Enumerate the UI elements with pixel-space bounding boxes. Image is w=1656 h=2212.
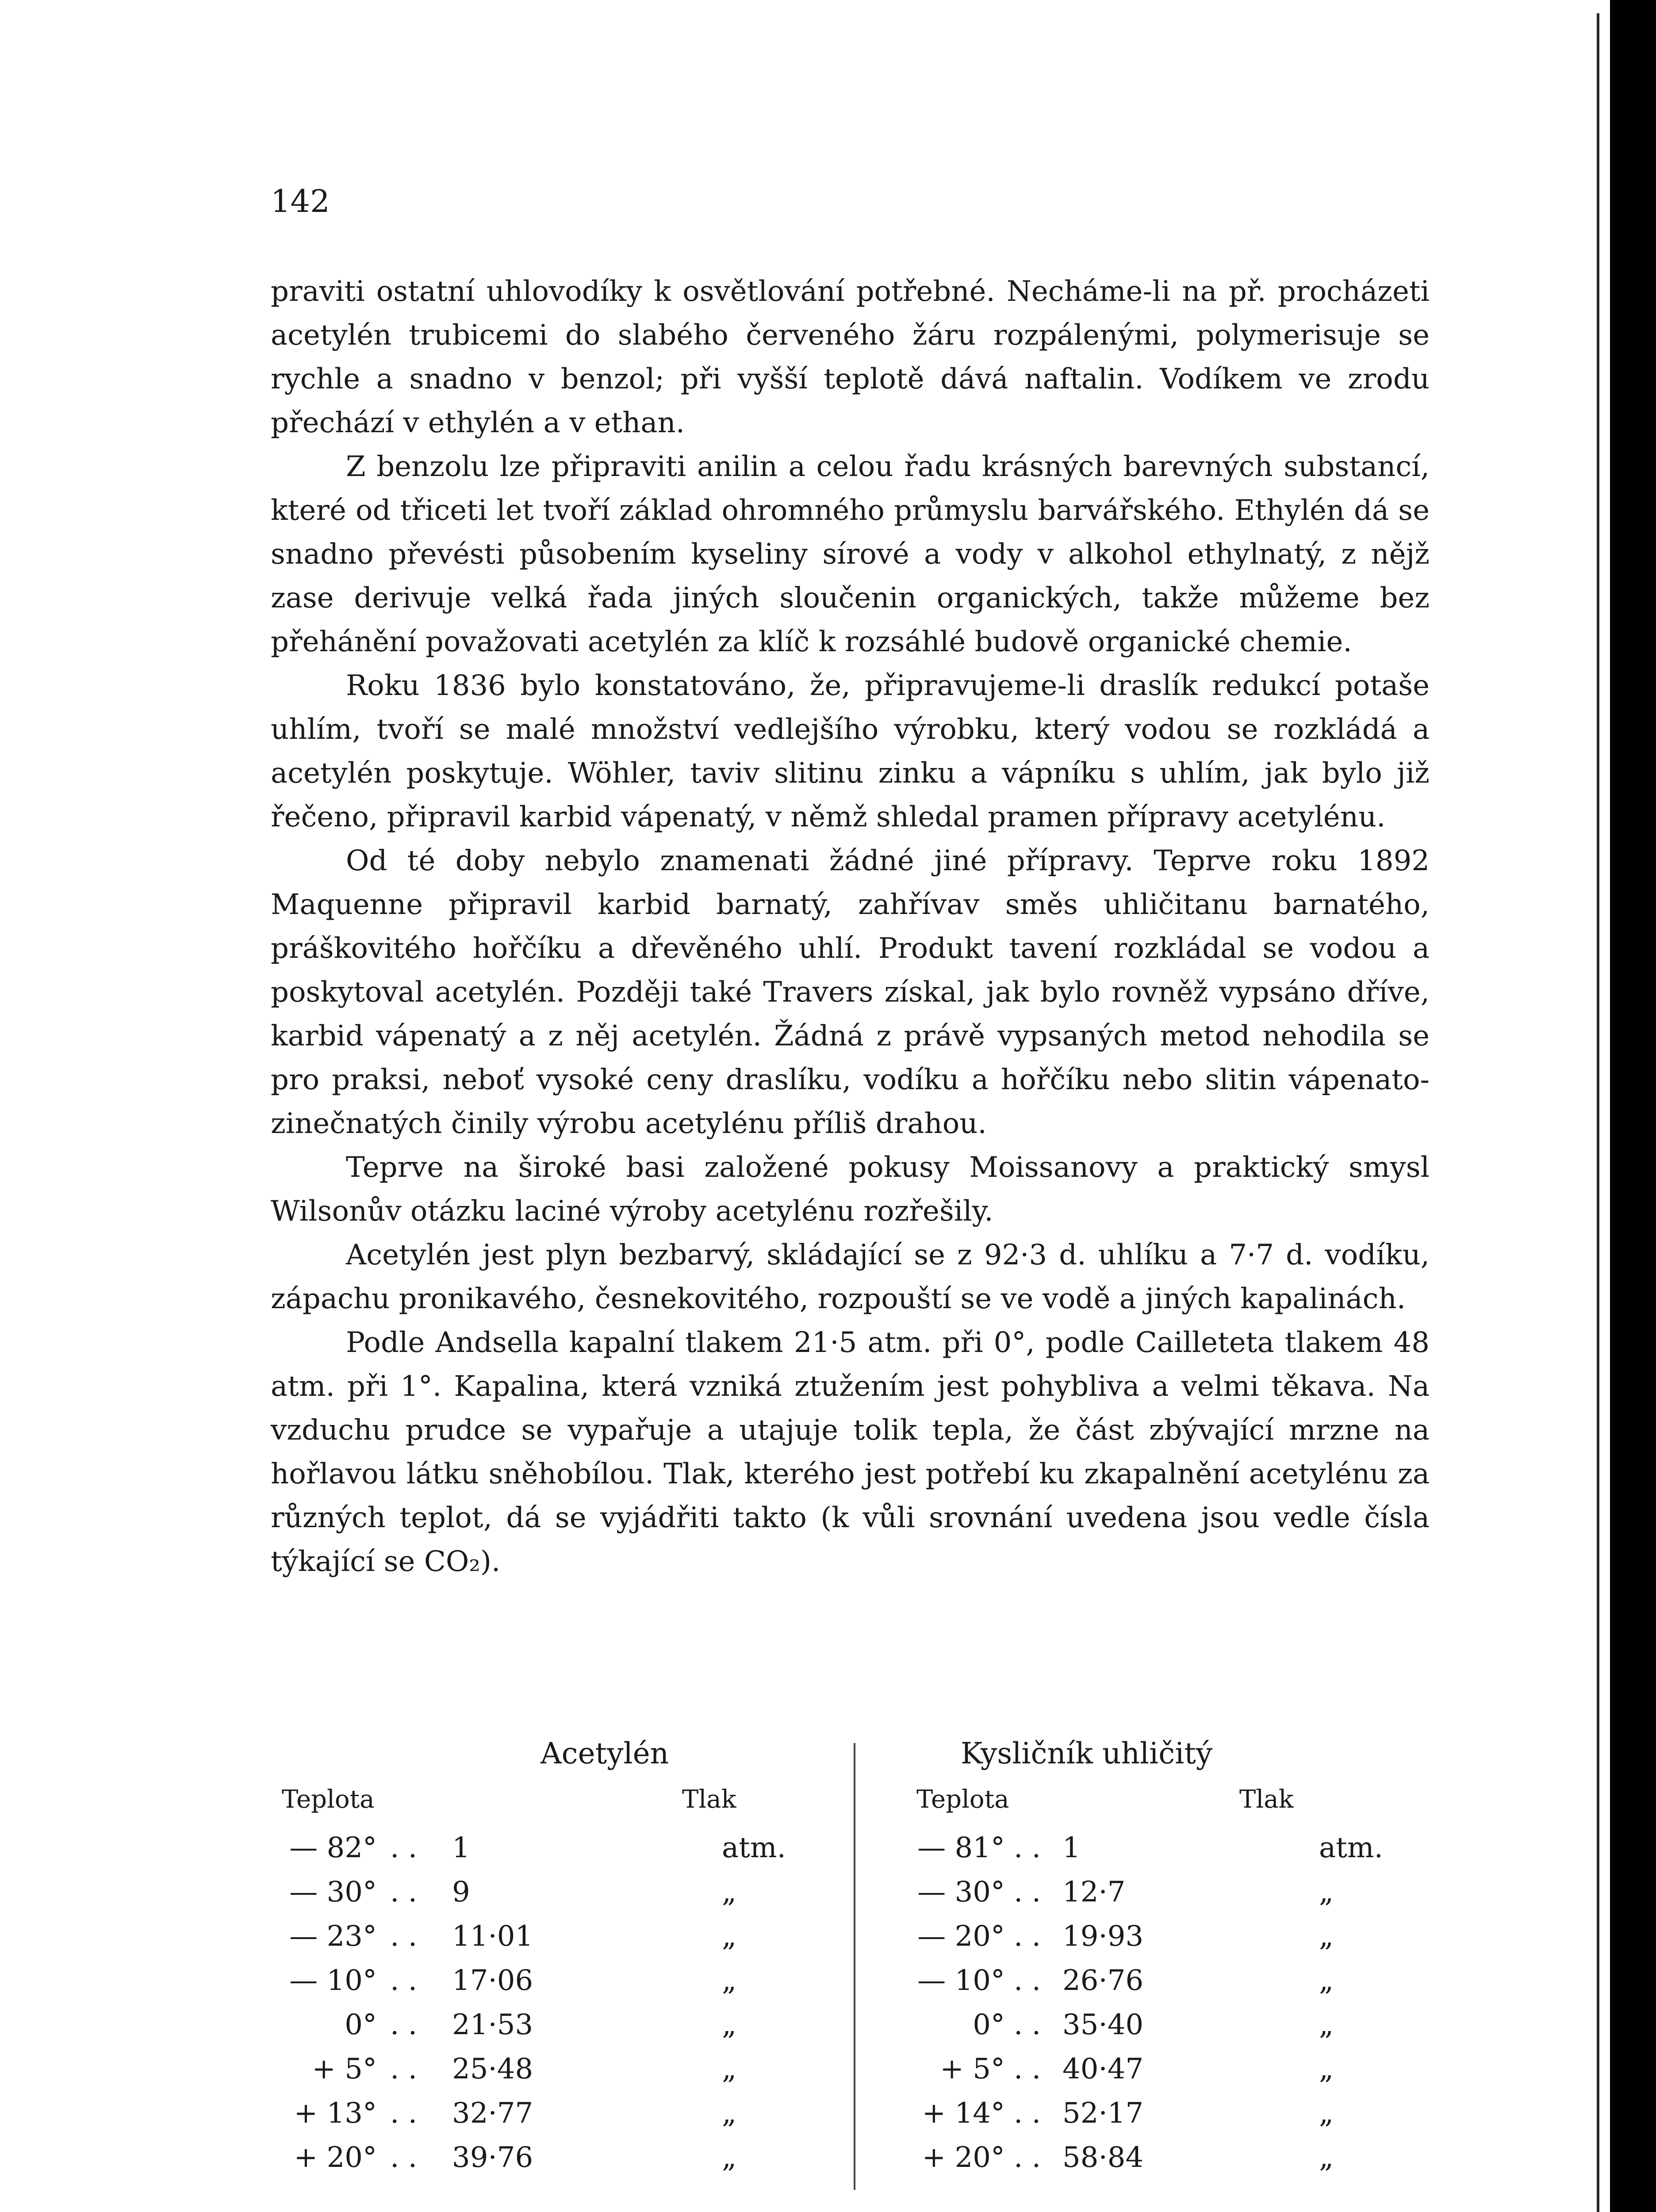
unit-cell: „ <box>1319 2053 1334 2085</box>
leader-dots: . . <box>1014 1876 1041 1909</box>
pressure-cell: 9 <box>452 1876 470 1909</box>
pressure-cell: 26·76 <box>1062 1964 1144 1997</box>
table-row <box>890 1832 1430 1876</box>
temperature-cell: 0° <box>345 2008 377 2041</box>
temperature-cell: 0° <box>973 2008 1005 2041</box>
pressure-cell: 1 <box>452 1832 470 1864</box>
acetylene-col-temperature: Teplota <box>282 1785 375 1814</box>
unit-cell: „ <box>1319 2097 1334 2130</box>
unit-cell: „ <box>1319 1876 1334 1909</box>
temperature-cell: — 82° <box>289 1832 377 1864</box>
leader-dots: . . <box>390 1964 418 1997</box>
paragraph: Acetylén jest plyn bezbarvý, skládající se z 92·3 d. uhlíku a 7·7 d. vodíku, zápachu pronikavého, česnekovitého, rozpouští se ve vodě a jiných kapalinách. <box>271 1239 1430 1315</box>
co2-col-pressure: Tlak <box>1239 1785 1294 1814</box>
table-row <box>890 2141 1430 2185</box>
unit-cell: atm. <box>1319 1832 1383 1864</box>
pressure-cell: 40·47 <box>1062 2053 1144 2085</box>
table-row <box>271 2141 828 2185</box>
temperature-cell: — 10° <box>289 1964 377 1997</box>
temperature-cell: + 20° <box>922 2141 1005 2174</box>
leader-dots: . . <box>1014 1832 1041 1864</box>
leader-dots: . . <box>1014 1964 1041 1997</box>
unit-cell: atm. <box>722 1832 786 1864</box>
unit-cell: „ <box>722 1876 737 1909</box>
body-text <box>271 270 1430 1584</box>
paragraph: praviti ostatní uhlovodíky k osvětlování potřebné. Necháme-li na př. procházeti acetylén trubicemi do slabého červeného žáru rozpálenými, polymerisuje se rychle a snadno v benzol; při vyšší teplotě dává naftalin. Vodíkem ve zrodu přechází v ethylén a v ethan. <box>271 275 1430 439</box>
leader-dots: . . <box>390 2008 418 2041</box>
table-row <box>271 1964 828 2008</box>
pressure-cell: 12·7 <box>1062 1876 1126 1909</box>
unit-cell: „ <box>722 2008 737 2041</box>
unit-cell: „ <box>722 1964 737 1997</box>
leader-dots: . . <box>1014 2008 1041 2041</box>
pressure-cell: 32·77 <box>452 2097 533 2130</box>
page-edge-line <box>1597 13 1599 2212</box>
pressure-cell: 25·48 <box>452 2053 533 2085</box>
scan-border <box>1610 0 1656 2212</box>
paragraph: Roku 1836 bylo konstatováno, že, připravujeme-li draslík redukcí potaše uhlím, tvoří se malé množství vedlejšího výrobku, který vodou se rozkládá a acetylén poskytuje. Wöhler, taviv slitinu zinku a vápníku s uhlím, jak bylo již řečeno, připravil karbid vápenatý, v němž shledal pramen přípravy acetylénu. <box>271 669 1430 833</box>
paragraph: Podle Andsella kapalní tlakem 21·5 atm. při 0°, podle Cailleteta tlakem 48 atm. při 1°. Kapalina, která vzniká ztužením jest pohybliva a velmi těkava. Na vzduchu prudce se vypařuje a utajuje tolik tepla, že část zbývající mrzne na hořlavou látku sněhobílou. Tlak, kterého jest potřebí ku zkapalnění acetylénu za různých teplot, dá se vyjádřiti takto (k vůli srovnání uvedena jsou vedle čísla týkající se CO₂). <box>271 1326 1430 1578</box>
temperature-cell: + 13° <box>294 2097 377 2130</box>
pressure-cell: 17·06 <box>452 1964 533 1997</box>
paragraph: Teprve na široké basi založené pokusy Moissanovy a praktický smysl Wilsonův otázku laciné výroby acetylénu rozřešily. <box>271 1151 1430 1228</box>
temperature-cell: — 30° <box>917 1876 1005 1909</box>
leader-dots: . . <box>390 2097 418 2130</box>
co2-table-title: Kysličník uhličitý <box>961 1736 1213 1770</box>
leader-dots: . . <box>390 2053 418 2085</box>
pressure-tables <box>271 1736 1430 2212</box>
pressure-cell: 35·40 <box>1062 2008 1144 2041</box>
unit-cell: „ <box>1319 2141 1334 2174</box>
unit-cell: „ <box>722 2053 737 2085</box>
unit-cell: „ <box>1319 1920 1334 1953</box>
leader-dots: . . <box>390 2141 418 2174</box>
temperature-cell: — 23° <box>289 1920 377 1953</box>
page-number: 142 <box>271 183 330 219</box>
table-row <box>271 2097 828 2141</box>
table-row <box>271 2008 828 2053</box>
leader-dots: . . <box>1014 2097 1041 2130</box>
temperature-cell: — 30° <box>289 1876 377 1909</box>
table-row <box>890 2053 1430 2097</box>
temperature-cell: + 20° <box>294 2141 377 2174</box>
table-row <box>890 1964 1430 2008</box>
pressure-cell: 1 <box>1062 1832 1081 1864</box>
leader-dots: . . <box>390 1920 418 1953</box>
unit-cell: „ <box>722 2141 737 2174</box>
acetylene-table-title: Acetylén <box>540 1736 669 1770</box>
unit-cell: „ <box>722 2097 737 2130</box>
temperature-cell: — 81° <box>917 1832 1005 1864</box>
temperature-cell: + 14° <box>922 2097 1005 2130</box>
leader-dots: . . <box>390 1876 418 1909</box>
pressure-cell: 52·17 <box>1062 2097 1144 2130</box>
paragraph: Od té doby nebylo znamenati žádné jiné přípravy. Teprve roku 1892 Maquenne připravil karbid barnatý, zahřívav směs uhličitanu barnatého, práškovitého hořčíku a dřevěného uhlí. Produkt tavení rozkládal se vodou a poskytoval acetylén. Později také Travers získal, jak bylo rovněž vypsáno dříve, karbid vápenatý a z něj acetylén. Žádná z právě vypsaných metod nehodila se pro praksi, neboť vysoké ceny draslíku, vodíku a hořčíku nebo slitin vápenato-zinečnatých činily výrobu acetylénu příliš drahou. <box>271 845 1430 1140</box>
temperature-cell: — 10° <box>917 1964 1005 1997</box>
temperature-cell: — 20° <box>917 1920 1005 1953</box>
leader-dots: . . <box>1014 1920 1041 1953</box>
table-row <box>271 1832 828 1876</box>
table-row <box>271 1876 828 1920</box>
unit-cell: „ <box>1319 1964 1334 1997</box>
pressure-cell: 11·01 <box>452 1920 533 1953</box>
table-divider <box>854 1743 855 2190</box>
unit-cell: „ <box>1319 2008 1334 2041</box>
leader-dots: . . <box>1014 2141 1041 2174</box>
leader-dots: . . <box>1014 2053 1041 2085</box>
temperature-cell: + 5° <box>940 2053 1005 2085</box>
co2-col-temperature: Teplota <box>916 1785 1009 1814</box>
table-row <box>890 2097 1430 2141</box>
table-row <box>271 2053 828 2097</box>
leader-dots: . . <box>390 1832 418 1864</box>
pressure-cell: 39·76 <box>452 2141 533 2174</box>
table-row <box>890 1876 1430 1920</box>
pressure-cell: 21·53 <box>452 2008 533 2041</box>
table-row <box>890 2008 1430 2053</box>
unit-cell: „ <box>722 1920 737 1953</box>
pressure-cell: 58·84 <box>1062 2141 1144 2174</box>
temperature-cell: + 5° <box>312 2053 377 2085</box>
table-row <box>890 1920 1430 1964</box>
paragraph: Z benzolu lze připraviti anilin a celou řadu krásných barevných substancí, které od třiceti let tvoří základ ohromného průmyslu barvářského. Ethylén dá se snadno převésti působením kyseliny sírové a vody v alkohol ethylnatý, z nějž zase derivuje velká řada jiných sloučenin organických, takže můžeme bez přehánění považovati acetylén za klíč k rozsáhlé budově organické chemie. <box>271 450 1430 658</box>
table-row <box>271 1920 828 1964</box>
pressure-cell: 19·93 <box>1062 1920 1144 1953</box>
acetylene-col-pressure: Tlak <box>682 1785 736 1814</box>
